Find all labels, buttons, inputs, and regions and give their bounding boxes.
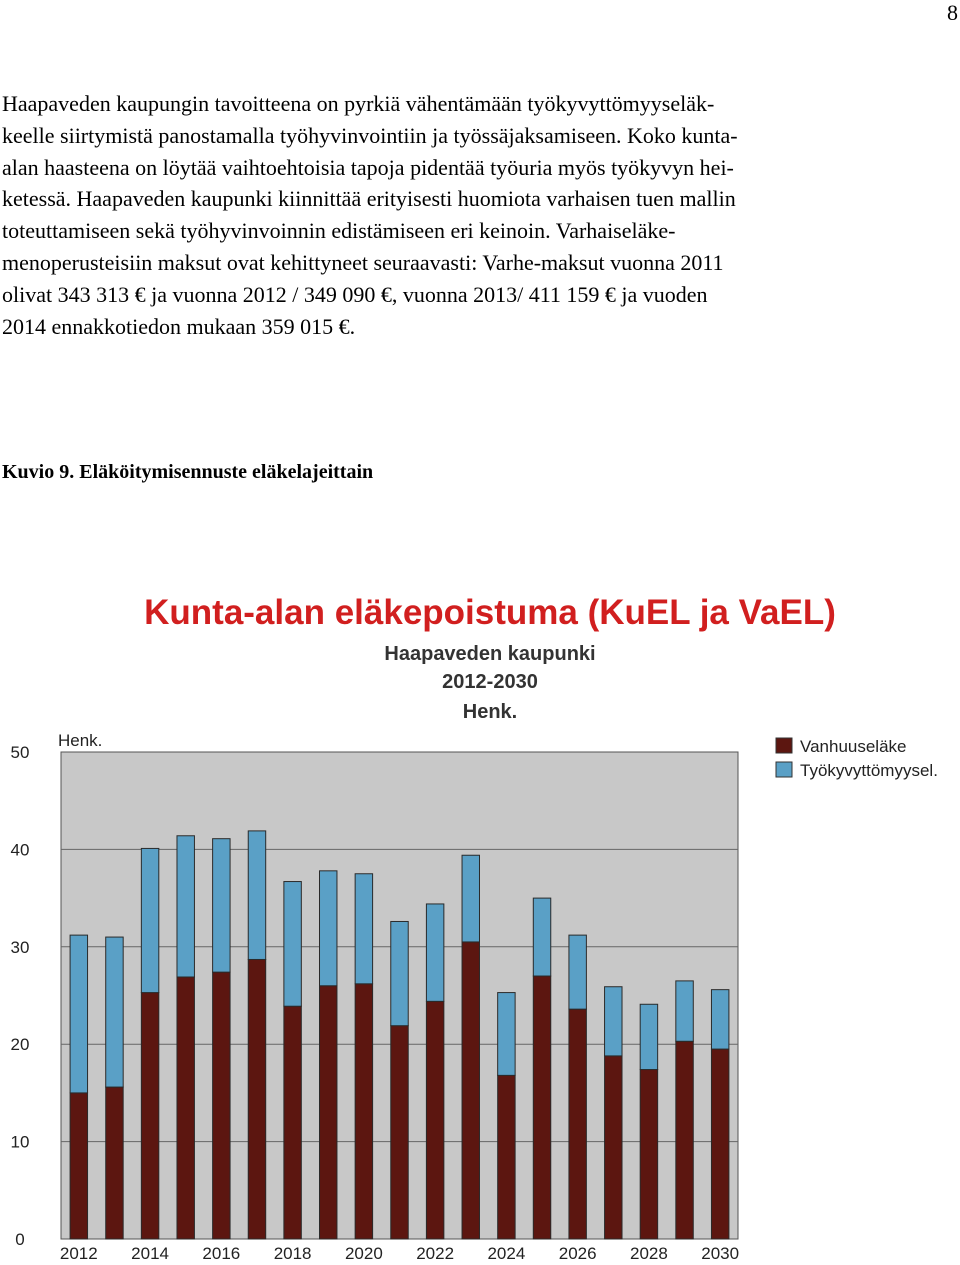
legend xyxy=(776,737,938,780)
bar-tyokyvyttomyys xyxy=(320,871,337,986)
bar-vanhuuselake xyxy=(106,1087,123,1239)
bar-vanhuuselake xyxy=(70,1093,87,1239)
x-tick-label: 2016 xyxy=(202,1244,241,1263)
bar-tyokyvyttomyys xyxy=(213,839,230,972)
paragraph-line: Haapaveden kaupungin tavoitteena on pyrkiä vähentämään työkyvyttömyyseläk- xyxy=(2,91,715,116)
y-tick-label: 0 xyxy=(15,1230,25,1249)
paragraph-line: keelle siirtymistä panostamalla työhyvinvointiin ja työssäjaksamiseen. Koko kunta- xyxy=(2,122,738,148)
y-tick-label: 20 xyxy=(10,1035,30,1055)
bar-tyokyvyttomyys xyxy=(426,904,443,1001)
paragraph-line: menoperusteisiin maksut ovat kehittyneet seuraavasti: Varhe-maksut vuonna 2011 xyxy=(2,249,724,275)
chart-subtitle-line: Haapaveden kaupunki xyxy=(384,643,596,665)
bar-vanhuuselake xyxy=(640,1070,657,1239)
bar-tyokyvyttomyys xyxy=(284,882,301,1007)
bar-vanhuuselake xyxy=(605,1056,622,1239)
bar-tyokyvyttomyys xyxy=(498,993,515,1076)
bar-vanhuuselake xyxy=(498,1075,515,1239)
bar-tyokyvyttomyys xyxy=(640,1004,657,1069)
bar-tyokyvyttomyys xyxy=(462,855,479,942)
paragraph-line: olivat 343 313 € ja vuonna 2012 / 349 090 €, vuonna 2013/ 411 159 € ja vuoden xyxy=(2,281,708,307)
bar-tyokyvyttomyys xyxy=(106,937,123,1087)
bar-vanhuuselake xyxy=(355,984,372,1239)
bar-vanhuuselake xyxy=(462,942,479,1239)
bar-tyokyvyttomyys xyxy=(70,935,87,1093)
bar-vanhuuselake xyxy=(533,976,550,1239)
x-tick-label: 2030 xyxy=(701,1244,740,1263)
bar-tyokyvyttomyys xyxy=(177,836,194,977)
x-tick-label: 2020 xyxy=(344,1244,383,1263)
pension-chart xyxy=(0,578,960,1265)
bar-vanhuuselake xyxy=(426,1001,443,1239)
bar-vanhuuselake xyxy=(711,1049,728,1239)
chart-title: Kunta-alan eläkepoistuma (KuEL ja VaEL) xyxy=(144,593,836,632)
chart-subtitle-line: 2012-2030 xyxy=(442,671,538,693)
x-axis xyxy=(60,1244,739,1263)
chart-subtitle-line: Henk. xyxy=(462,701,518,723)
y-tick-label: 40 xyxy=(10,840,30,860)
bar-vanhuuselake xyxy=(284,1006,301,1239)
paragraph-line: toteuttamiseen sekä työhyvinvoinnin edistämiseen eri keinoin. Varhaiseläke- xyxy=(2,218,676,244)
bar-tyokyvyttomyys xyxy=(676,981,693,1041)
legend-swatch-tyokyvyttomyys xyxy=(776,762,792,777)
x-tick-label: 2014 xyxy=(131,1244,169,1263)
y-axis xyxy=(11,743,30,1249)
bar-vanhuuselake xyxy=(213,972,230,1239)
paragraph-line: ketessä. Haapaveden kaupunki kiinnittää erityisesti huomiota varhaisen tuen mallin xyxy=(2,186,736,212)
bar-tyokyvyttomyys xyxy=(605,987,622,1056)
bar-vanhuuselake xyxy=(141,993,158,1239)
paragraph-line: 2014 ennakkotiedon mukaan 359 015 €. xyxy=(2,313,356,339)
legend-swatch-vanhuuselake xyxy=(776,738,792,753)
bar-vanhuuselake xyxy=(391,1026,408,1239)
x-tick-label: 2012 xyxy=(59,1244,98,1263)
body-paragraph xyxy=(2,88,907,342)
y-tick-label: 30 xyxy=(10,937,30,957)
bar-vanhuuselake xyxy=(320,986,337,1239)
bar-tyokyvyttomyys xyxy=(533,898,550,976)
bar-tyokyvyttomyys xyxy=(248,831,265,960)
page-number: 8 xyxy=(947,0,958,25)
paragraph-line: alan haasteena on löytää vaihtoehtoisia tapoja pidentää työuria myös työkyvyn hei- xyxy=(2,154,734,180)
legend-label-vanhuuselake: Vanhuuseläke xyxy=(800,737,907,756)
y-tick-label: 50 xyxy=(10,743,30,762)
bar-vanhuuselake xyxy=(676,1041,693,1239)
x-tick-label: 2024 xyxy=(487,1244,526,1263)
x-tick-label: 2022 xyxy=(416,1244,455,1263)
bar-tyokyvyttomyys xyxy=(355,874,372,984)
bar-tyokyvyttomyys xyxy=(391,921,408,1025)
y-axis-label: Henk. xyxy=(58,731,103,750)
x-tick-label: 2018 xyxy=(273,1244,312,1263)
figure-caption: Kuvio 9. Eläköitymisennuste eläkelajeittain xyxy=(2,461,374,483)
bar-tyokyvyttomyys xyxy=(141,848,158,992)
y-tick-label: 10 xyxy=(10,1132,30,1152)
bar-vanhuuselake xyxy=(569,1009,586,1239)
chart-svg xyxy=(0,578,960,1265)
x-tick-label: 2026 xyxy=(558,1244,597,1263)
bar-tyokyvyttomyys xyxy=(569,935,586,1009)
bar-tyokyvyttomyys xyxy=(711,990,728,1049)
bar-vanhuuselake xyxy=(248,959,265,1239)
legend-label-tyokyvyttomyys: Työkyvyttömyysel. xyxy=(800,761,938,780)
x-tick-label: 2028 xyxy=(630,1244,668,1263)
bar-vanhuuselake xyxy=(177,977,194,1239)
